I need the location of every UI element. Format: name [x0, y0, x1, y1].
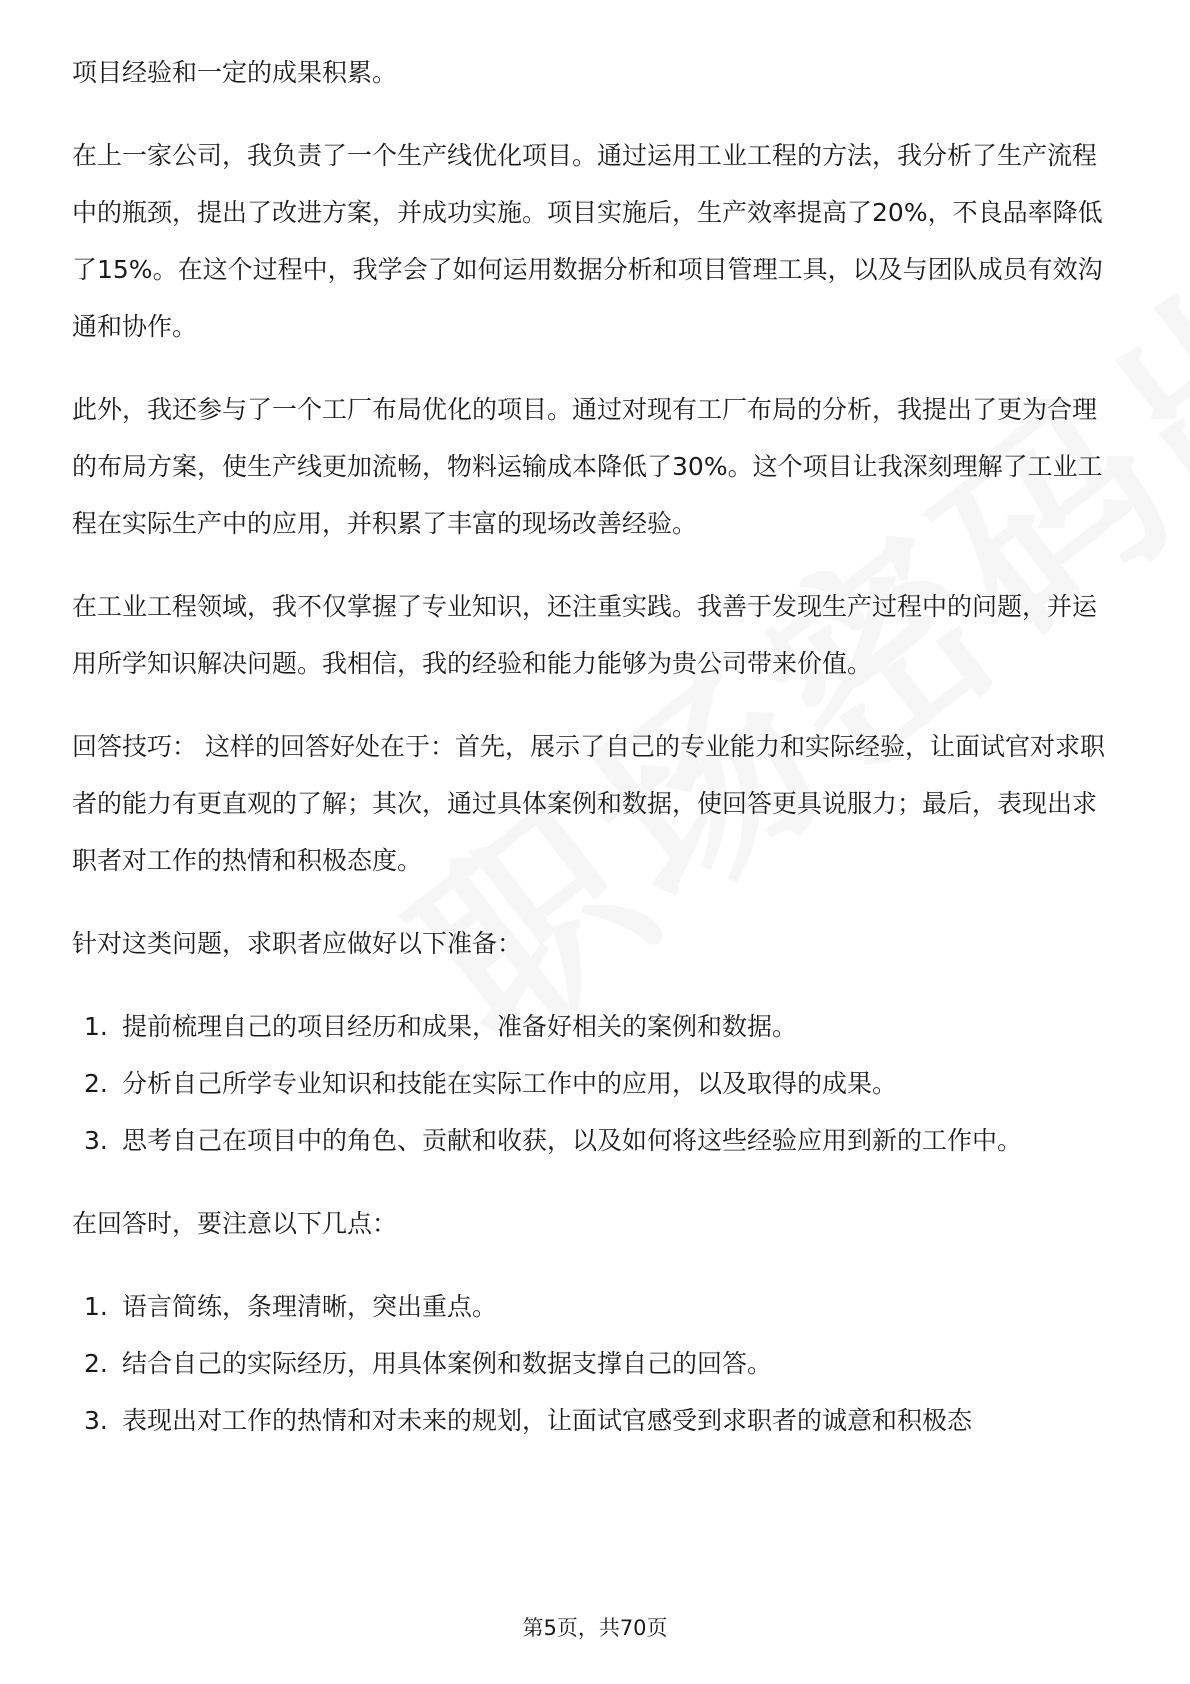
list-number: 3.: [84, 1406, 108, 1435]
list-item: [72, 1392, 1120, 1449]
list-item: [72, 1335, 1120, 1392]
paragraph: 此外，我还参与了一个工厂布局优化的项目。通过对现有工厂布局的分析，我提出了更为合理的布局方案，使生产线更加流畅，物料运输成本降低了30%。这个项目让我深刻理解了工业工程在实际生产中的应用，并积累了丰富的现场改善经验。: [72, 395, 1103, 538]
list-number: 2.: [84, 1349, 108, 1378]
list-number: 3.: [84, 1126, 108, 1155]
paragraph: 项目经验和一定的成果积累。: [72, 58, 398, 87]
list-item-text: 分析自己所学专业知识和技能在实际工作中的应用，以及取得的成果。: [122, 1069, 898, 1098]
paragraph-prep-intro: 针对这类问题，求职者应做好以下准备：: [72, 929, 523, 958]
list-item-text: 结合自己的实际经历，用具体案例和数据支撑自己的回答。: [122, 1349, 773, 1378]
list-number: 2.: [84, 1069, 108, 1098]
notes-list: [72, 1278, 1120, 1449]
paragraph-answer-tips: 回答技巧： 这样的回答好处在于：首先，展示了自己的专业能力和实际经验，让面试官对求职者的能力有更直观的了解；其次，通过具体案例和数据，使回答更具说服力；最后，表现出求职者对工作的热情和积极态度。: [72, 732, 1105, 875]
list-item-text: 表现出对工作的热情和对未来的规划，让面试官感受到求职者的诚意和积极态: [122, 1406, 973, 1435]
page-footer: 第5页，共70页: [522, 1616, 668, 1640]
list-item: [72, 998, 1120, 1055]
document-body: [72, 44, 1120, 1475]
list-item: [72, 1055, 1120, 1112]
paragraph: 在上一家公司，我负责了一个生产线优化项目。通过运用工业工程的方法，我分析了生产流程中的瓶颈，提出了改进方案，并成功实施。项目实施后，生产效率提高了20%，不良品率降低了15%。在这个过程中，我学会了如何运用数据分析和项目管理工具，以及与团队成员有效沟通和协作。: [72, 141, 1103, 341]
list-number: 1.: [84, 1012, 108, 1041]
list-number: 1.: [84, 1292, 108, 1321]
list-item-text: 思考自己在项目中的角色、贡献和收获，以及如何将这些经验应用到新的工作中。: [122, 1126, 1023, 1155]
prep-list: [72, 998, 1120, 1169]
paragraph-notes-intro: 在回答时，要注意以下几点：: [72, 1209, 398, 1238]
list-item-text: 提前梳理自己的项目经历和成果，准备好相关的案例和数据。: [122, 1012, 798, 1041]
list-item: [72, 1112, 1120, 1169]
paragraph: 在工业工程领域，我不仅掌握了专业知识，还注重实践。我善于发现生产过程中的问题，并运用所学知识解决问题。我相信，我的经验和能力能够为贵公司带来价值。: [72, 592, 1098, 678]
list-item-text: 语言简练，条理清晰，突出重点。: [122, 1292, 498, 1321]
list-item: [72, 1278, 1120, 1335]
